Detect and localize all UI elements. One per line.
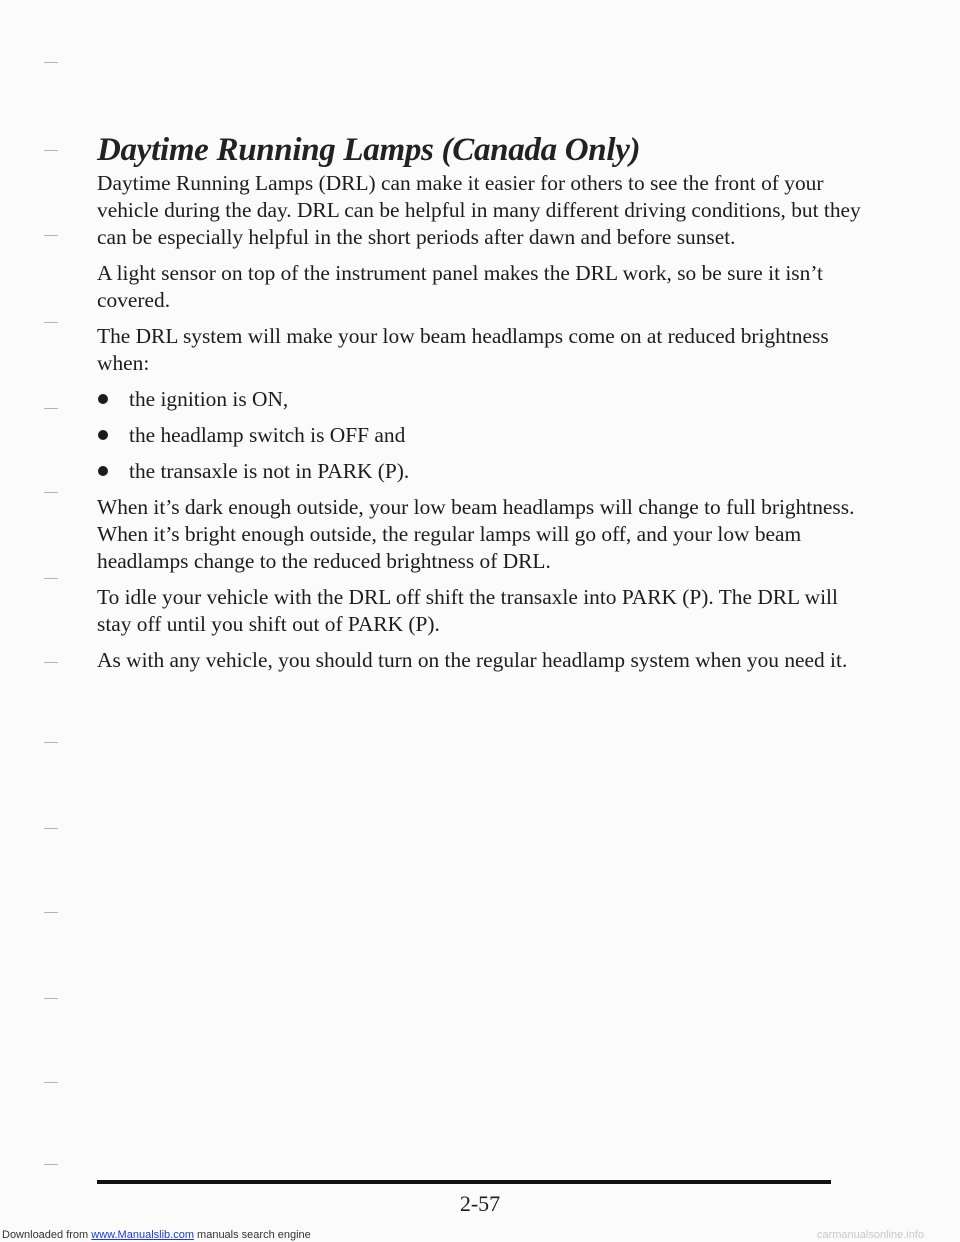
margin-mark [44,322,58,323]
list-item-text: the transaxle is not in PARK (P). [129,459,410,483]
list-item-text: the ignition is ON, [129,387,289,411]
margin-mark [44,408,58,409]
paragraph: A light sensor on top of the instrument panel makes the DRL work, so be sure it isn’t covered. [97,261,823,312]
manualslib-link[interactable]: www.Manualslib.com [91,1229,194,1241]
list-item [97,386,877,413]
margin-mark [44,662,58,663]
margin-mark [44,742,58,743]
paragraph: As with any vehicle, you should turn on the regular headlamp system when you need it. [97,648,848,672]
bullet-icon [98,394,108,404]
footer-source [2,1228,311,1242]
paragraph: To idle your vehicle with the DRL off shift the transaxle into PARK (P). The DRL will stay off until you shift out of PARK (P). [97,585,838,636]
margin-mark [44,912,58,913]
bullet-icon [98,430,108,440]
footer-suffix: manuals search engine [193,1229,311,1241]
margin-mark [44,998,58,999]
list-item [97,422,877,449]
margin-mark [44,492,58,493]
watermark: carmanualsonline.info [816,1229,924,1241]
margin-mark [44,235,58,236]
footer-rule [97,1180,831,1184]
paragraph: Daytime Running Lamps (DRL) can make it easier for others to see the front of your vehicle during the day. DRL can be helpful in many different driving conditions, but they can be especially helpful in the short periods after dawn and before sunset. [97,171,861,249]
margin-mark [44,578,58,579]
paragraph: The DRL system will make your low beam headlamps come on at reduced brightness when: [97,324,829,375]
condition-list [97,386,877,485]
bullet-icon [98,466,108,476]
list-item [97,458,877,485]
section-heading: Daytime Running Lamps (Canada Only) [97,132,641,168]
list-item-text: the headlamp switch is OFF and [129,423,406,447]
download-footer [0,1228,960,1242]
margin-mark [44,1082,58,1083]
footer-prefix: Downloaded from [2,1229,92,1241]
page-number: 2-57 [459,1191,501,1216]
margin-mark [44,828,58,829]
body-text [97,170,877,683]
margin-mark [44,150,58,151]
margin-mark [44,62,58,63]
paragraph: When it’s dark enough outside, your low beam headlamps will change to full brightness. When it’s bright enough outside, the regular lamps will go off, and your low beam headlamps change to the reduced brightness of DRL. [97,495,855,573]
margin-mark [44,1164,58,1165]
